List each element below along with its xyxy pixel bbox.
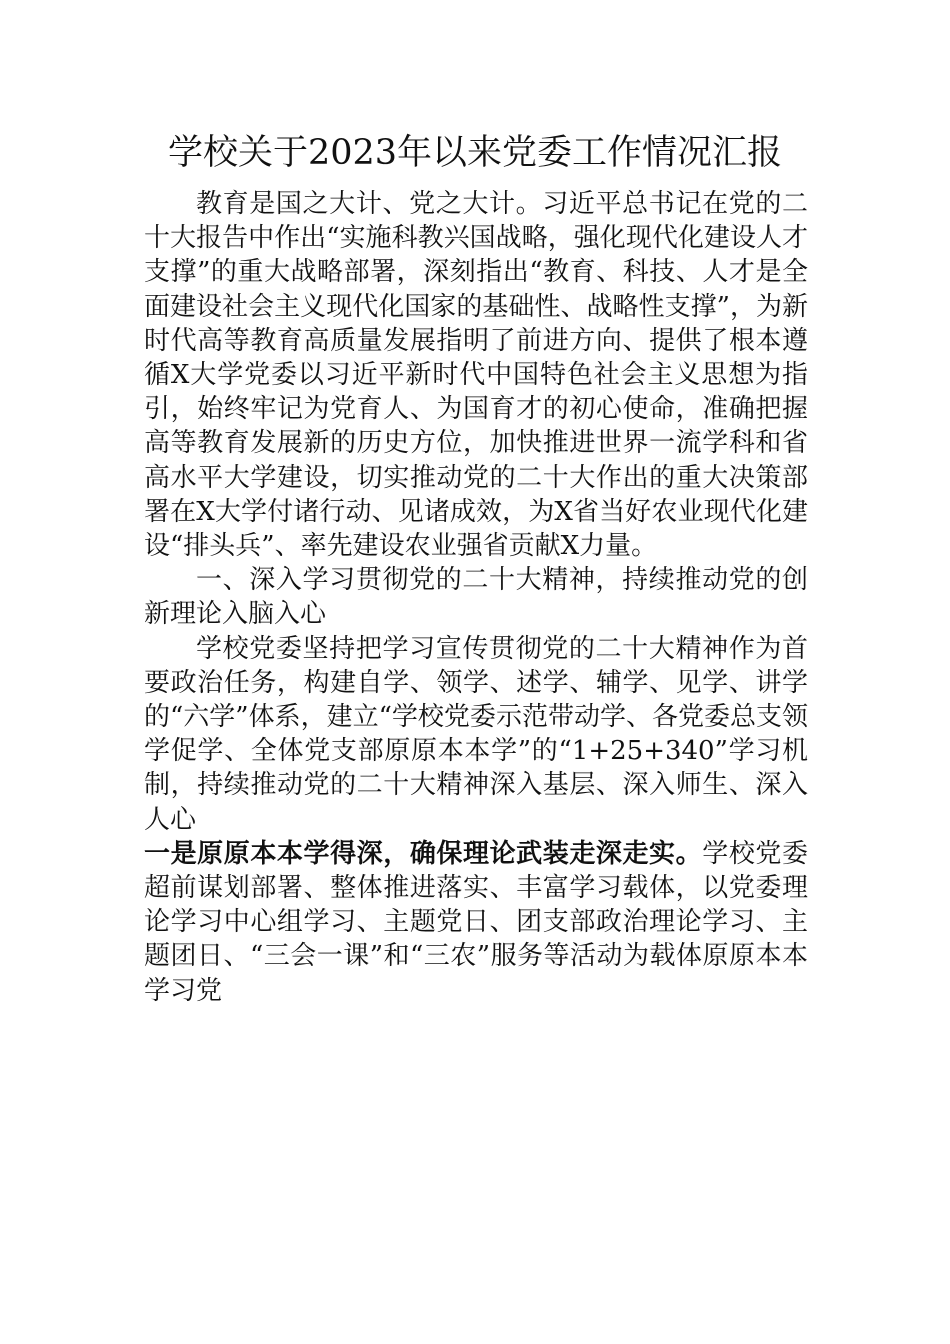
section-heading-1: 一、深入学习贯彻党的二十大精神，持续推动党的创新理论入脑入心 — [144, 565, 808, 630]
paragraph-section-1: 学校党委坚持把学习宣传贯彻党的二十大精神作为首要政治任务，构建自学、领学、述学、辅学、见学、讲学的“六学”体系，建立“学校党委示范带动学、各党委总支领学促学、全体党支部原原本本学”的“1+25+340”学习机制，持续推动党的二十大精神深入基层、深入师生、深入人心 — [144, 633, 808, 835]
paragraph-intro: 教育是国之大计、党之大计。习近平总书记在党的二十大报告中作出“实施科教兴国战略，强化现代化建设人才支撑”的重大战略部署，深刻指出“教育、科技、人才是全面建设社会主义现代化国家的基础性、战略性支撑”，为新时代高等教育高质量发展指明了前进方向、提供了根本遵循X大学党委以习近平新时代中国特色社会主义思想为指引，始终牢记为党育人、为国育才的初心使命，准确把握高等教育发展新的历史方位，加快推进世界一流学科和省高水平大学建设，切实推动党的二十大作出的重大决策部署在X大学付诸行动、见诸成效，为X省当好农业现代化建设“排头兵”、率先建设农业强省贡献X力量。 — [144, 189, 808, 562]
document-body — [144, 187, 808, 1008]
point-1-heading: 一是原原本本学得深，确保理论武装走深走实。 — [144, 838, 703, 869]
document-title: 学校关于2023年以来党委工作情况汇报 — [167, 133, 783, 173]
point-1-text: 学校党委超前谋划部署、整体推进落实、丰富学习载体，以党委理论学习中心组学习、主题党日、团支部政治理论学习、主题团日、“三会一课”和“三农”服务等活动为载体原原本本学习党 — [144, 838, 808, 1006]
paragraph-point-1 — [144, 837, 808, 1008]
